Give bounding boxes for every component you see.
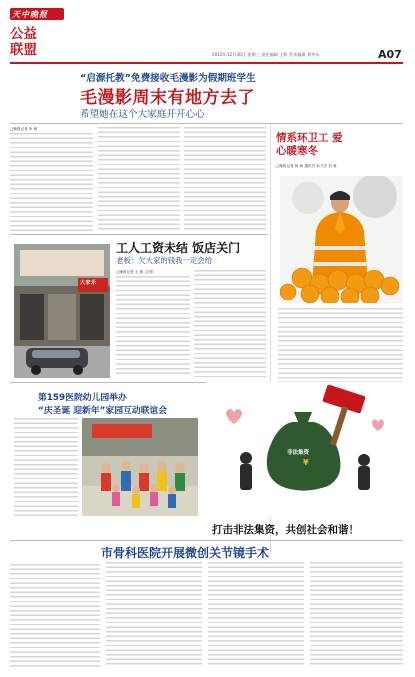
shop-sign: 大家乐: [80, 280, 97, 286]
kindergarten-kicker: 第159医院幼儿园举办: [38, 393, 127, 403]
section-name: 公益联盟: [10, 26, 37, 58]
lead-body-col1: [10, 133, 93, 231]
mid-subhead: 老板：欠大家的钱我一定会给: [116, 256, 213, 265]
bottom-headline: 市骨科医院开展微创关节镜手术: [101, 546, 270, 560]
kindergarten-headline: “庆圣诞 迎新年”家园互动联谊会: [38, 406, 167, 416]
bottom-rule: [10, 540, 403, 541]
lead-headline: 毛漫影周末有地方去了: [80, 88, 255, 108]
lead-byline: □晚报记者 李 威: [10, 127, 38, 131]
bag-label: 非法集资: [287, 450, 310, 456]
side-headline: 情系环卫工 爱心暖寒冬: [276, 132, 343, 157]
money-symbol: ¥: [303, 458, 309, 467]
illustration-headline: 打击非法集资，共创社会和谐！: [212, 524, 359, 536]
closed-restaurant-photo: [14, 244, 110, 378]
mid-headline: 工人工资未结 饭店关门: [116, 241, 241, 255]
side-byline: □晚报记者 杨 威 通讯员 孙义杰 刘 赛: [276, 164, 337, 168]
lead-kicker: “启源托教”免费接收毛漫影为假期班学生: [80, 73, 256, 84]
sanitation-worker-photo: [280, 176, 403, 303]
kindergarten-caption: [14, 418, 78, 516]
mid-byline: □晚报记者 王 威 文/图: [116, 270, 153, 274]
bottom-body-col1: [10, 564, 100, 668]
mid-rule: [10, 234, 268, 235]
kindergarten-photo: [82, 418, 198, 516]
date-line: 2015年12月30日 星期三 责任编辑 王辉 美术编辑 刘冬东: [212, 52, 320, 57]
masthead-rule: [10, 62, 403, 64]
bottom-body-col3: [208, 562, 304, 668]
lead-body-col3: [184, 127, 266, 231]
mid-body-col1: [116, 276, 190, 377]
lead-rule: [10, 123, 403, 124]
lead-body-col2: [98, 127, 180, 231]
bottom-body-col4: [310, 562, 403, 668]
page-number: A07: [378, 48, 402, 61]
bottom-body-col2: [106, 562, 202, 668]
mid-body-col2: [194, 270, 266, 378]
paper-name: 天中晚报: [12, 10, 48, 19]
lead-subhead: 希望她在这个大家庭开开心心: [80, 109, 205, 120]
